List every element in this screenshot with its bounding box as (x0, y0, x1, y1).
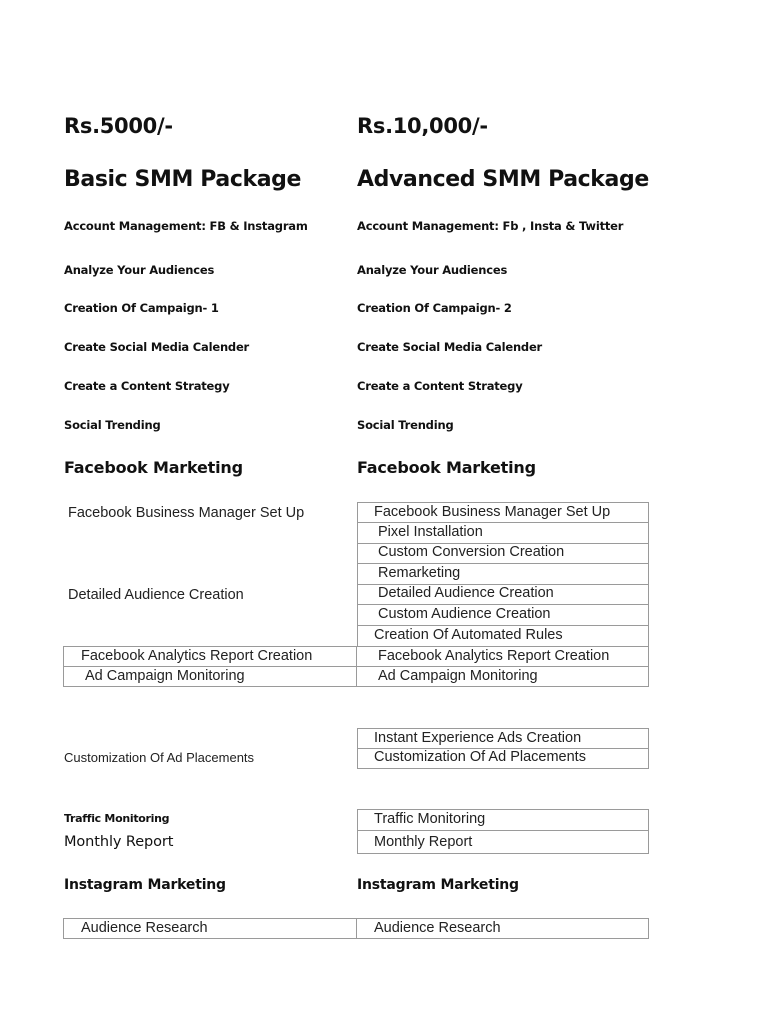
basic-fb-item: Facebook Business Manager Set Up (68, 505, 305, 521)
advanced-instagram-heading: Instagram Marketing (357, 877, 519, 893)
advanced-fb-row: Facebook Analytics Report Creation (356, 646, 649, 667)
advanced-fb-extra-row: Instant Experience Ads Creation (357, 728, 649, 749)
advanced-feature: Create Social Media Calender (357, 340, 543, 354)
basic-fb-row: Facebook Analytics Report Creation (63, 646, 357, 667)
basic-feature: Creation Of Campaign- 1 (64, 301, 219, 315)
basic-feature: Account Management: FB & Instagram (64, 219, 308, 233)
advanced-fb-row: Custom Audience Creation (357, 605, 649, 626)
basic-feature: Analyze Your Audiences (64, 263, 215, 277)
advanced-fb-row: Remarketing (357, 564, 649, 585)
advanced-facebook-heading: Facebook Marketing (357, 458, 536, 477)
advanced-feature: Account Management: Fb , Insta & Twitter (357, 219, 624, 233)
basic-price: Rs.5000/- (64, 114, 173, 138)
advanced-feature: Creation Of Campaign- 2 (357, 301, 512, 315)
advanced-fb-report-row: Traffic Monitoring (357, 809, 649, 831)
basic-fb-item: Detailed Audience Creation (68, 587, 244, 603)
advanced-fb-row: Ad Campaign Monitoring (356, 666, 649, 687)
advanced-ig-row: Audience Research (356, 918, 649, 939)
basic-facebook-heading: Facebook Marketing (64, 458, 243, 477)
advanced-fb-report-row: Monthly Report (357, 830, 649, 854)
basic-fb-item: Monthly Report (64, 834, 174, 850)
advanced-fb-row: Pixel Installation (357, 523, 649, 544)
advanced-fb-extra-row: Customization Of Ad Placements (357, 748, 649, 769)
advanced-feature: Create a Content Strategy (357, 379, 523, 393)
advanced-price: Rs.10,000/- (357, 114, 488, 138)
advanced-fb-row: Custom Conversion Creation (357, 543, 649, 564)
advanced-package-title: Advanced SMM Package (357, 167, 649, 192)
advanced-fb-row: Creation Of Automated Rules (357, 626, 649, 647)
basic-fb-row: Ad Campaign Monitoring (63, 666, 357, 687)
advanced-feature: Analyze Your Audiences (357, 263, 508, 277)
basic-package-title: Basic SMM Package (64, 167, 302, 192)
basic-ig-row: Audience Research (63, 918, 357, 939)
advanced-feature: Social Trending (357, 418, 454, 432)
basic-feature: Create Social Media Calender (64, 340, 250, 354)
basic-fb-item: Customization Of Ad Placements (64, 750, 255, 765)
basic-feature: Create a Content Strategy (64, 379, 230, 393)
advanced-fb-row: Detailed Audience Creation (357, 584, 649, 605)
basic-fb-item: Traffic Monitoring (64, 812, 170, 825)
basic-instagram-heading: Instagram Marketing (64, 877, 226, 893)
basic-feature: Social Trending (64, 418, 161, 432)
advanced-fb-row: Facebook Business Manager Set Up (357, 502, 649, 523)
